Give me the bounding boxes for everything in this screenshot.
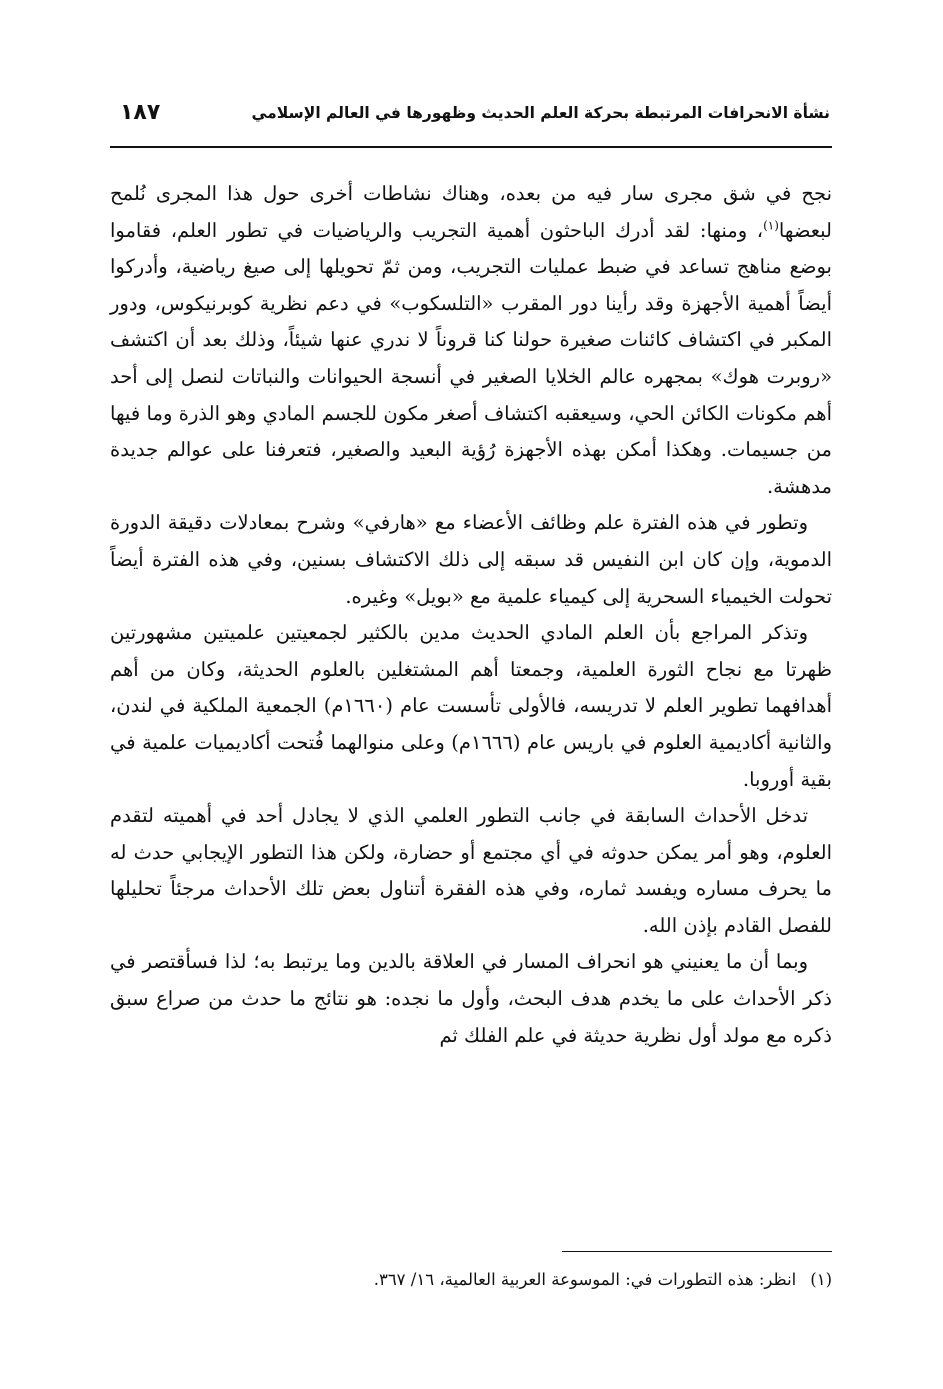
running-title: نشأة الانحرافات المرتبطة بحركة العلم الحديث وظهورها في العالم الإسلامي bbox=[251, 104, 830, 122]
body-text bbox=[110, 176, 832, 1054]
footnote-text: انظر: هذه التطورات في: الموسوعة العربية العالمية، ١٦/ ٣٦٧. bbox=[373, 1270, 797, 1289]
paragraph-5: وبما أن ما يعنيني هو انحراف المسار في العلاقة بالدين وما يرتبط به؛ لذا فسأقتصر في ذكر الأحداث على ما يخدم هدف البحث، وأول ما نجده: هو نتائج ما حدث من صراع سبق ذكره مع مولد أول نظرية حديثة في علم الفلك ثم bbox=[110, 950, 832, 1047]
page-header bbox=[110, 100, 830, 140]
footnote-reference[interactable]: (١) bbox=[763, 218, 779, 233]
paragraph-4: تدخل الأحداث السابقة في جانب التطور العلمي الذي لا يجادل أحد في أهميته لتقدم العلوم، وهو أمر يمكن حدوثه في أي مجتمع أو حضارة، ولكن هذا التطور الإيجابي حدث له ما يحرف مساره ويفسد ثماره، وفي هذه الفقرة أتناول بعض تلك الأحداث مرجئاً تحليلها للفصل القادم بإذن الله. bbox=[110, 804, 832, 937]
header-divider bbox=[110, 146, 832, 148]
paragraph-1 bbox=[110, 176, 832, 505]
paragraph-1-text-a: نجح في شق مجرى سار فيه من بعده، وهناك نشاطات أخرى حول هذا المجرى نُلمح لبعضها bbox=[110, 182, 832, 242]
paragraph-2: وتطور في هذه الفترة علم وظائف الأعضاء مع «هارفي» وشرح بمعادلات دقيقة الدورة الدموية، وإن كان ابن النفيس قد سبقه إلى ذلك الاكتشاف بسنين، وفي هذه الفترة أيضاً تحولت الخيمياء السحرية إلى كيمياء علمية مع «بويل» وغيره. bbox=[110, 511, 832, 608]
page-number: ١٨٧ bbox=[120, 100, 161, 125]
footnote-number: (١) bbox=[810, 1270, 832, 1289]
footnote-divider bbox=[562, 1251, 832, 1252]
paragraph-3: وتذكر المراجع بأن العلم المادي الحديث مدين بالكثير لجمعيتين علميتين مشهورتين ظهرتا مع نجاح الثورة العلمية، وجمعتا أهم المشتغلين بالعلوم الحديثة، وكان من أهم أهدافهما تطوير العلم لا تدريسه، فالأولى تأسست عام (١٦٦٠م) الجمعية الملكية في لندن، والثانية أكاديمية العلوم في باريس عام (١٦٦٦م) وعلى منوالهما فُتحت أكاديميات علمية في بقية أوروبا. bbox=[110, 621, 833, 791]
footnote bbox=[110, 1268, 832, 1292]
paragraph-1-text-b: ، ومنها: لقد أدرك الباحثون أهمية التجريب والرياضيات في تطور العلم، فقاموا بوضع مناهج تساعد في ضبط عمليات التجريب، ومن ثمّ تحويلها إلى صيغ رياضية، وأدركوا أيضاً أهمية الأجهزة وقد رأينا دور المقرب «التلسكوب» في دعم نظرية كوبرنيكوس، ودور المكبر في اكتشاف كائنات صغيرة حولنا كنا قروناً لا ندري عنها شيئاً، وذلك بعد أن اكتشف «روبرت هوك» بمجهره عالم الخلايا الصغير في أنسجة الحيوانات والنباتات لنصل إلى أحد أهم مكونات الكائن الحي، وسيعقبه اكتشاف أصغر مكون للجسم المادي وهو الذرة وما فيها من جسيمات. وهكذا أمكن بهذه الأجهزة رُؤية البعيد والصغير، فتعرفنا على عوالم جديدة مدهشة. bbox=[110, 218, 832, 498]
